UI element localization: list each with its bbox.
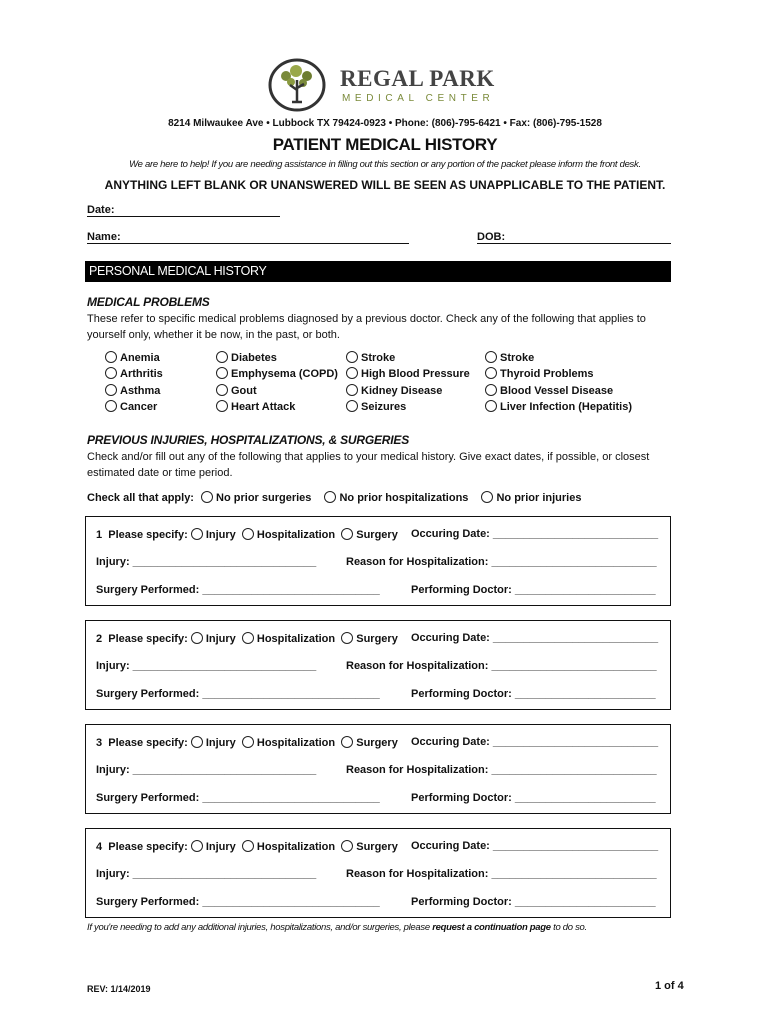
surgery-option[interactable]: Surgery [341,529,398,541]
section-title: PERSONAL MEDICAL HISTORY [89,264,267,278]
problem-anemia[interactable]: Anemia [105,351,160,364]
help-text: We are here to help! If you are needing assistance in filling out this section or any portion of the packet please inform the front desk. [129,159,641,170]
radio-icon[interactable] [105,384,117,396]
hospitalization-option[interactable]: Hospitalization [242,529,335,541]
injury-field[interactable]: Injury: ______________________________ [96,660,317,672]
entry-specify-row: 4 Please specify: Injury Hospitalization Surgery [96,841,398,853]
radio-icon[interactable] [105,400,117,412]
radio-icon[interactable] [346,384,358,396]
radio-icon[interactable] [191,528,203,540]
injury-option[interactable]: Injury [191,529,236,541]
surgery-performed-field[interactable]: Surgery Performed: _____________________________ [96,896,380,908]
problem-seizures[interactable]: Seizures [346,400,406,413]
dob-label: DOB: [477,231,506,243]
occurring-date-field[interactable]: Occuring Date: ___________________________ [411,840,659,852]
problem-liver-infection[interactable]: Liver Infection (Hepatitis) [485,400,632,413]
problem-thyroid[interactable]: Thyroid Problems [485,367,594,380]
reason-field[interactable]: Reason for Hospitalization: ___________________________ [346,868,657,880]
radio-icon[interactable] [105,367,117,379]
surgery-option[interactable]: Surgery [341,737,398,749]
continuation-note: If you're needing to add any additional injuries, hospitalizations, and/or surgeries, please request a continuation page to do so. [87,922,587,933]
injuries-description: Check and/or fill out any of the following that applies to your medical history. Give exact dates, if possible, or closest estimated date or time period. [87,451,650,479]
surgery-performed-field[interactable]: Surgery Performed: _____________________________ [96,688,380,700]
date-field[interactable] [87,216,280,217]
injury-option[interactable]: Injury [191,737,236,749]
date-label: Date: [87,204,115,216]
occurring-date-field[interactable]: Occuring Date: ___________________________ [411,528,659,540]
revision-date: REV: 1/14/2019 [87,984,151,994]
check-all-label: Check all that apply: [87,492,194,504]
surgery-performed-field[interactable]: Surgery Performed: _____________________________ [96,792,380,804]
radio-icon[interactable] [485,384,497,396]
problem-high-blood-pressure[interactable]: High Blood Pressure [346,367,470,380]
page-number: 1 of 4 [655,980,684,992]
no-prior-hospitalizations-option[interactable]: No prior hospitalizations [324,492,468,504]
occurring-date-field[interactable]: Occuring Date: ___________________________ [411,736,659,748]
logo [268,58,498,114]
problem-emphysema[interactable]: Emphysema (COPD) [216,367,338,380]
radio-icon[interactable] [191,632,203,644]
radio-icon[interactable] [242,840,254,852]
radio-icon[interactable] [242,528,254,540]
no-prior-surgeries-option[interactable]: No prior surgeries [201,492,311,504]
radio-icon[interactable] [341,632,353,644]
entry-box-2 [85,620,671,710]
problem-kidney-disease[interactable]: Kidney Disease [346,384,442,397]
problem-diabetes[interactable]: Diabetes [216,351,277,364]
problem-asthma[interactable]: Asthma [105,384,160,397]
entry-specify-row: 2 Please specify: Injury Hospitalization Surgery [96,633,398,645]
hospitalization-option[interactable]: Hospitalization [242,633,335,645]
radio-icon[interactable] [481,491,493,503]
radio-icon[interactable] [341,840,353,852]
injuries-heading: PREVIOUS INJURIES, HOSPITALIZATIONS, & SURGERIES [87,433,409,447]
section-header [85,261,671,282]
medical-problems-description: These refer to specific medical problems diagnosed by a previous doctor. Check any of the following that applies to yourself only, whether it be now, in the past, or both. [87,313,646,341]
reason-field[interactable]: Reason for Hospitalization: ___________________________ [346,660,657,672]
radio-icon[interactable] [216,367,228,379]
radio-icon[interactable] [346,351,358,363]
problem-blood-vessel[interactable]: Blood Vessel Disease [485,384,613,397]
problem-stroke[interactable]: Stroke [346,351,395,364]
problem-heart-attack[interactable]: Heart Attack [216,400,295,413]
dob-field[interactable] [477,243,671,244]
radio-icon[interactable] [485,351,497,363]
injury-field[interactable]: Injury: ______________________________ [96,556,317,568]
radio-icon[interactable] [216,351,228,363]
radio-icon[interactable] [216,384,228,396]
no-prior-injuries-option[interactable]: No prior injuries [481,492,581,504]
name-label: Name: [87,231,121,243]
tree-seal-icon [268,58,326,112]
radio-icon[interactable] [341,528,353,540]
performing-doctor-field[interactable]: Performing Doctor: _______________________ [411,792,656,804]
brand-subtitle: MEDICAL CENTER [342,93,495,104]
warning-text: ANYTHING LEFT BLANK OR UNANSWERED WILL BE SEEN AS UNAPPLICABLE TO THE PATIENT. [104,178,666,192]
radio-icon[interactable] [485,400,497,412]
reason-field[interactable]: Reason for Hospitalization: ___________________________ [346,764,657,776]
performing-doctor-field[interactable]: Performing Doctor: _______________________ [411,584,656,596]
radio-icon[interactable] [191,840,203,852]
injury-field[interactable]: Injury: ______________________________ [96,764,317,776]
radio-icon[interactable] [485,367,497,379]
entry-box-1 [85,516,671,606]
radio-icon[interactable] [105,351,117,363]
page-title: PATIENT MEDICAL HISTORY [272,135,498,154]
hospitalization-option[interactable]: Hospitalization [242,841,335,853]
entry-box-4 [85,828,671,918]
surgery-option[interactable]: Surgery [341,633,398,645]
name-field[interactable] [87,243,409,244]
reason-field[interactable]: Reason for Hospitalization: ___________________________ [346,556,657,568]
entry-specify-row: 1 Please specify: Injury Hospitalization Surgery [96,529,398,541]
entry-specify-row: 3 Please specify: Injury Hospitalization Surgery [96,737,398,749]
radio-icon[interactable] [242,632,254,644]
occurring-date-field[interactable]: Occuring Date: ___________________________ [411,632,659,644]
check-all-row [87,491,587,504]
radio-icon[interactable] [346,367,358,379]
radio-icon[interactable] [324,491,336,503]
problem-stroke-2[interactable]: Stroke [485,351,534,364]
radio-icon[interactable] [242,736,254,748]
problem-gout[interactable]: Gout [216,384,257,397]
radio-icon[interactable] [341,736,353,748]
hospitalization-option[interactable]: Hospitalization [242,737,335,749]
problem-arthritis[interactable]: Arthritis [105,367,163,380]
radio-icon[interactable] [201,491,213,503]
performing-doctor-field[interactable]: Performing Doctor: _______________________ [411,688,656,700]
surgery-option[interactable]: Surgery [341,841,398,853]
radio-icon[interactable] [191,736,203,748]
medical-problems-heading: MEDICAL PROBLEMS [87,295,210,309]
radio-icon[interactable] [346,400,358,412]
surgery-performed-field[interactable]: Surgery Performed: _____________________________ [96,584,380,596]
problem-cancer[interactable]: Cancer [105,400,157,413]
clinic-address: 8214 Milwaukee Ave • Lubbock TX 79424-0923 • Phone: (806)-795-6421 • Fax: (806)-795-1528 [168,118,602,129]
injury-option[interactable]: Injury [191,841,236,853]
entry-box-3 [85,724,671,814]
injury-option[interactable]: Injury [191,633,236,645]
performing-doctor-field[interactable]: Performing Doctor: _______________________ [411,896,656,908]
radio-icon[interactable] [216,400,228,412]
brand-name: REGAL PARK [340,66,495,91]
injury-field[interactable]: Injury: ______________________________ [96,868,317,880]
